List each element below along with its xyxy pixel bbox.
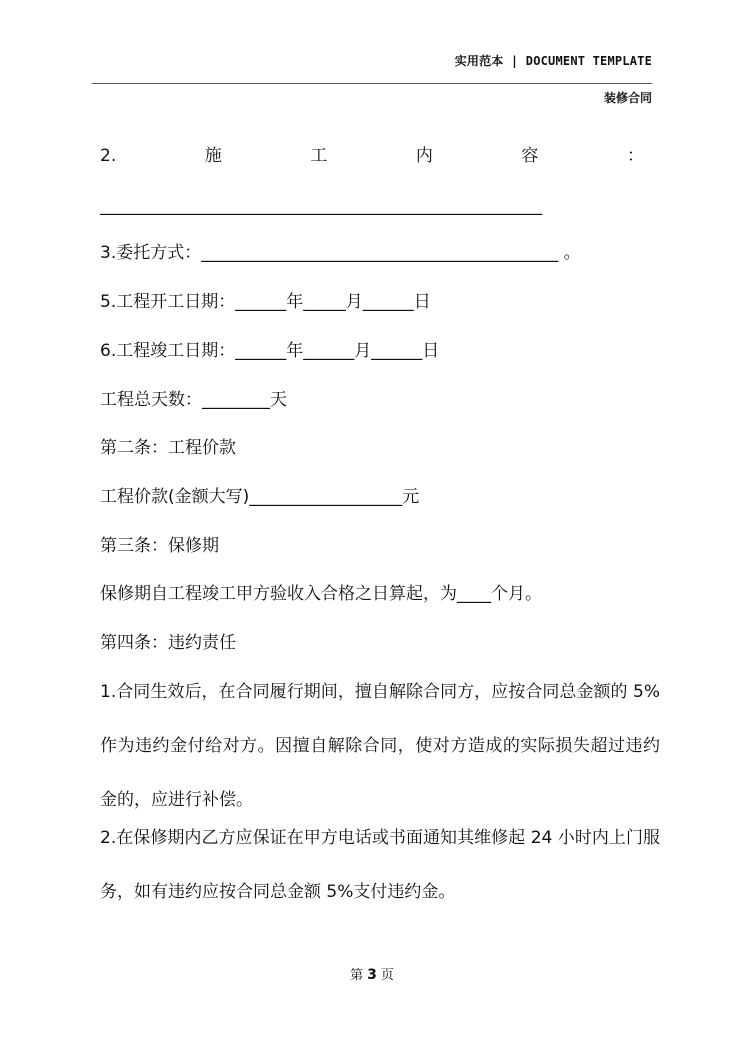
page-number: 3 bbox=[367, 967, 377, 983]
header-divider bbox=[92, 83, 652, 84]
item-2-char: 工 bbox=[310, 146, 328, 166]
liability-clause-2: 2.在保修期内乙方应保证在甲方电话或书面通知其维修起 24 小时内上门服务，如有违约应按合同总金额 5%支付违约金。 bbox=[100, 828, 660, 902]
header-title: 实用范本 | DOCUMENT TEMPLATE bbox=[454, 54, 652, 68]
page-suffix: 页 bbox=[380, 968, 394, 983]
header-subtitle: 装修合同 bbox=[603, 91, 652, 105]
item-2-char: 容 bbox=[521, 146, 539, 166]
liability-clause-1: 1.合同生效后，在合同履行期间，擅自解除合同方，应按合同总金额的 5%作为违约金付给对方。因擅自解除合同，使对方造成的实际损失超过违约金的，应进行补偿。 bbox=[100, 682, 660, 810]
price-line: 工程价款(金额大写)__________________元 bbox=[100, 487, 420, 507]
item-2-construction-content bbox=[100, 145, 644, 167]
item-2-colon: ： bbox=[626, 146, 644, 166]
page-prefix: 第 bbox=[350, 968, 364, 983]
article-3-heading: 第三条：保修期 bbox=[100, 536, 219, 556]
page-footer bbox=[0, 964, 744, 983]
item-2-number: 2. bbox=[100, 146, 117, 166]
total-days: 工程总天数：________天 bbox=[100, 390, 287, 410]
warranty-text: 保修期自工程竣工甲方验收入合格之日算起，为____个月。 bbox=[100, 584, 542, 604]
item-6-completion-date: 6.工程竣工日期：______年______月______日 bbox=[100, 341, 440, 361]
article-2-heading: 第二条：工程价款 bbox=[100, 438, 236, 458]
item-2-blank-line: ____________________________________________________ bbox=[100, 196, 542, 216]
item-2-char: 施 bbox=[204, 146, 222, 166]
item-2-char: 内 bbox=[415, 146, 433, 166]
item-5-start-date: 5.工程开工日期：______年_____月______日 bbox=[100, 292, 431, 312]
article-4-heading: 第四条：违约责任 bbox=[100, 633, 236, 653]
item-3-commission-method: 3.委托方式：__________________________________________ 。 bbox=[100, 243, 581, 263]
